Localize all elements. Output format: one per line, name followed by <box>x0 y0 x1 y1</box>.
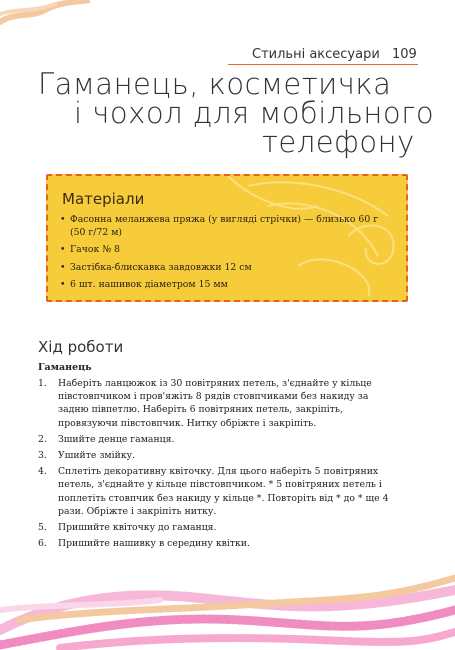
step-number: 1. <box>38 378 47 389</box>
step-number: 6. <box>38 538 47 550</box>
title-line-2: і чохол для мобільного <box>74 96 435 130</box>
materials-item: • Застібка-блискавка завдовжки 12 см <box>60 262 390 275</box>
step-text: Зшийте денце гаманця. <box>58 433 175 445</box>
step-number: 2. <box>38 433 47 445</box>
yarn-decoration-top <box>0 0 90 30</box>
step-item <box>38 433 390 446</box>
step-number: 3. <box>38 450 47 462</box>
step-number: 4. <box>38 466 47 478</box>
materials-item: • Гачок № 8 <box>60 244 390 257</box>
yarn-decoration-bottom <box>0 560 455 650</box>
step-text: Пришийте нашивку в середину квітки. <box>58 538 250 550</box>
page-title <box>38 67 435 159</box>
page-number: 109 <box>392 47 417 62</box>
step-item <box>38 465 390 518</box>
running-header <box>228 44 455 68</box>
step-text: Пришийте квіточку до гаманця. <box>58 522 217 534</box>
header-rule <box>228 64 418 65</box>
instructions-subheading: Гаманець <box>38 362 92 373</box>
title-line-1: Гаманець, косметичка <box>38 67 392 101</box>
materials-heading: Матеріали <box>62 190 145 208</box>
instructions-heading: Хід роботи <box>38 338 124 356</box>
materials-item: • 6 шт. нашивок діаметром 15 мм <box>60 279 390 292</box>
title-line-3: телефону <box>262 125 415 159</box>
step-text: Ушийте змійку. <box>58 450 136 462</box>
step-item <box>38 377 390 430</box>
step-number: 5. <box>38 522 47 534</box>
steps-list <box>38 377 390 553</box>
step-text: Сплетіть декоративну квіточку. Для цього наберіть 5 повітряних петель, з'єднайте у кільце півстовпчиком. * 5 повітряних петель і поплетіть стовпчик без накиду у кільце *. Повторіть від * до * ще 4 рази. Обріжте і закріпіть нитку. <box>58 466 389 517</box>
step-text: Наберіть ланцюжок із 30 повітряних петель, з'єднайте у кільце півстовпчиком і пров'яжіть 8 рядів стовпчиками без накиду за задню півпетлю. Наберіть 6 повітряних петель, закріпіть, провязуючи півстовпчик. Нитку обріжте і закріпіть. <box>58 378 372 429</box>
step-item <box>38 537 390 550</box>
step-item <box>38 521 390 534</box>
materials-list <box>60 214 390 297</box>
running-header-title: Стильні аксесуари <box>252 47 380 62</box>
materials-item: • Фасонна меланжева пряжа (у вигляді стрічки) — близько 60 г (50 г/72 м) <box>60 214 390 239</box>
materials-box <box>46 174 408 302</box>
step-item <box>38 449 390 462</box>
